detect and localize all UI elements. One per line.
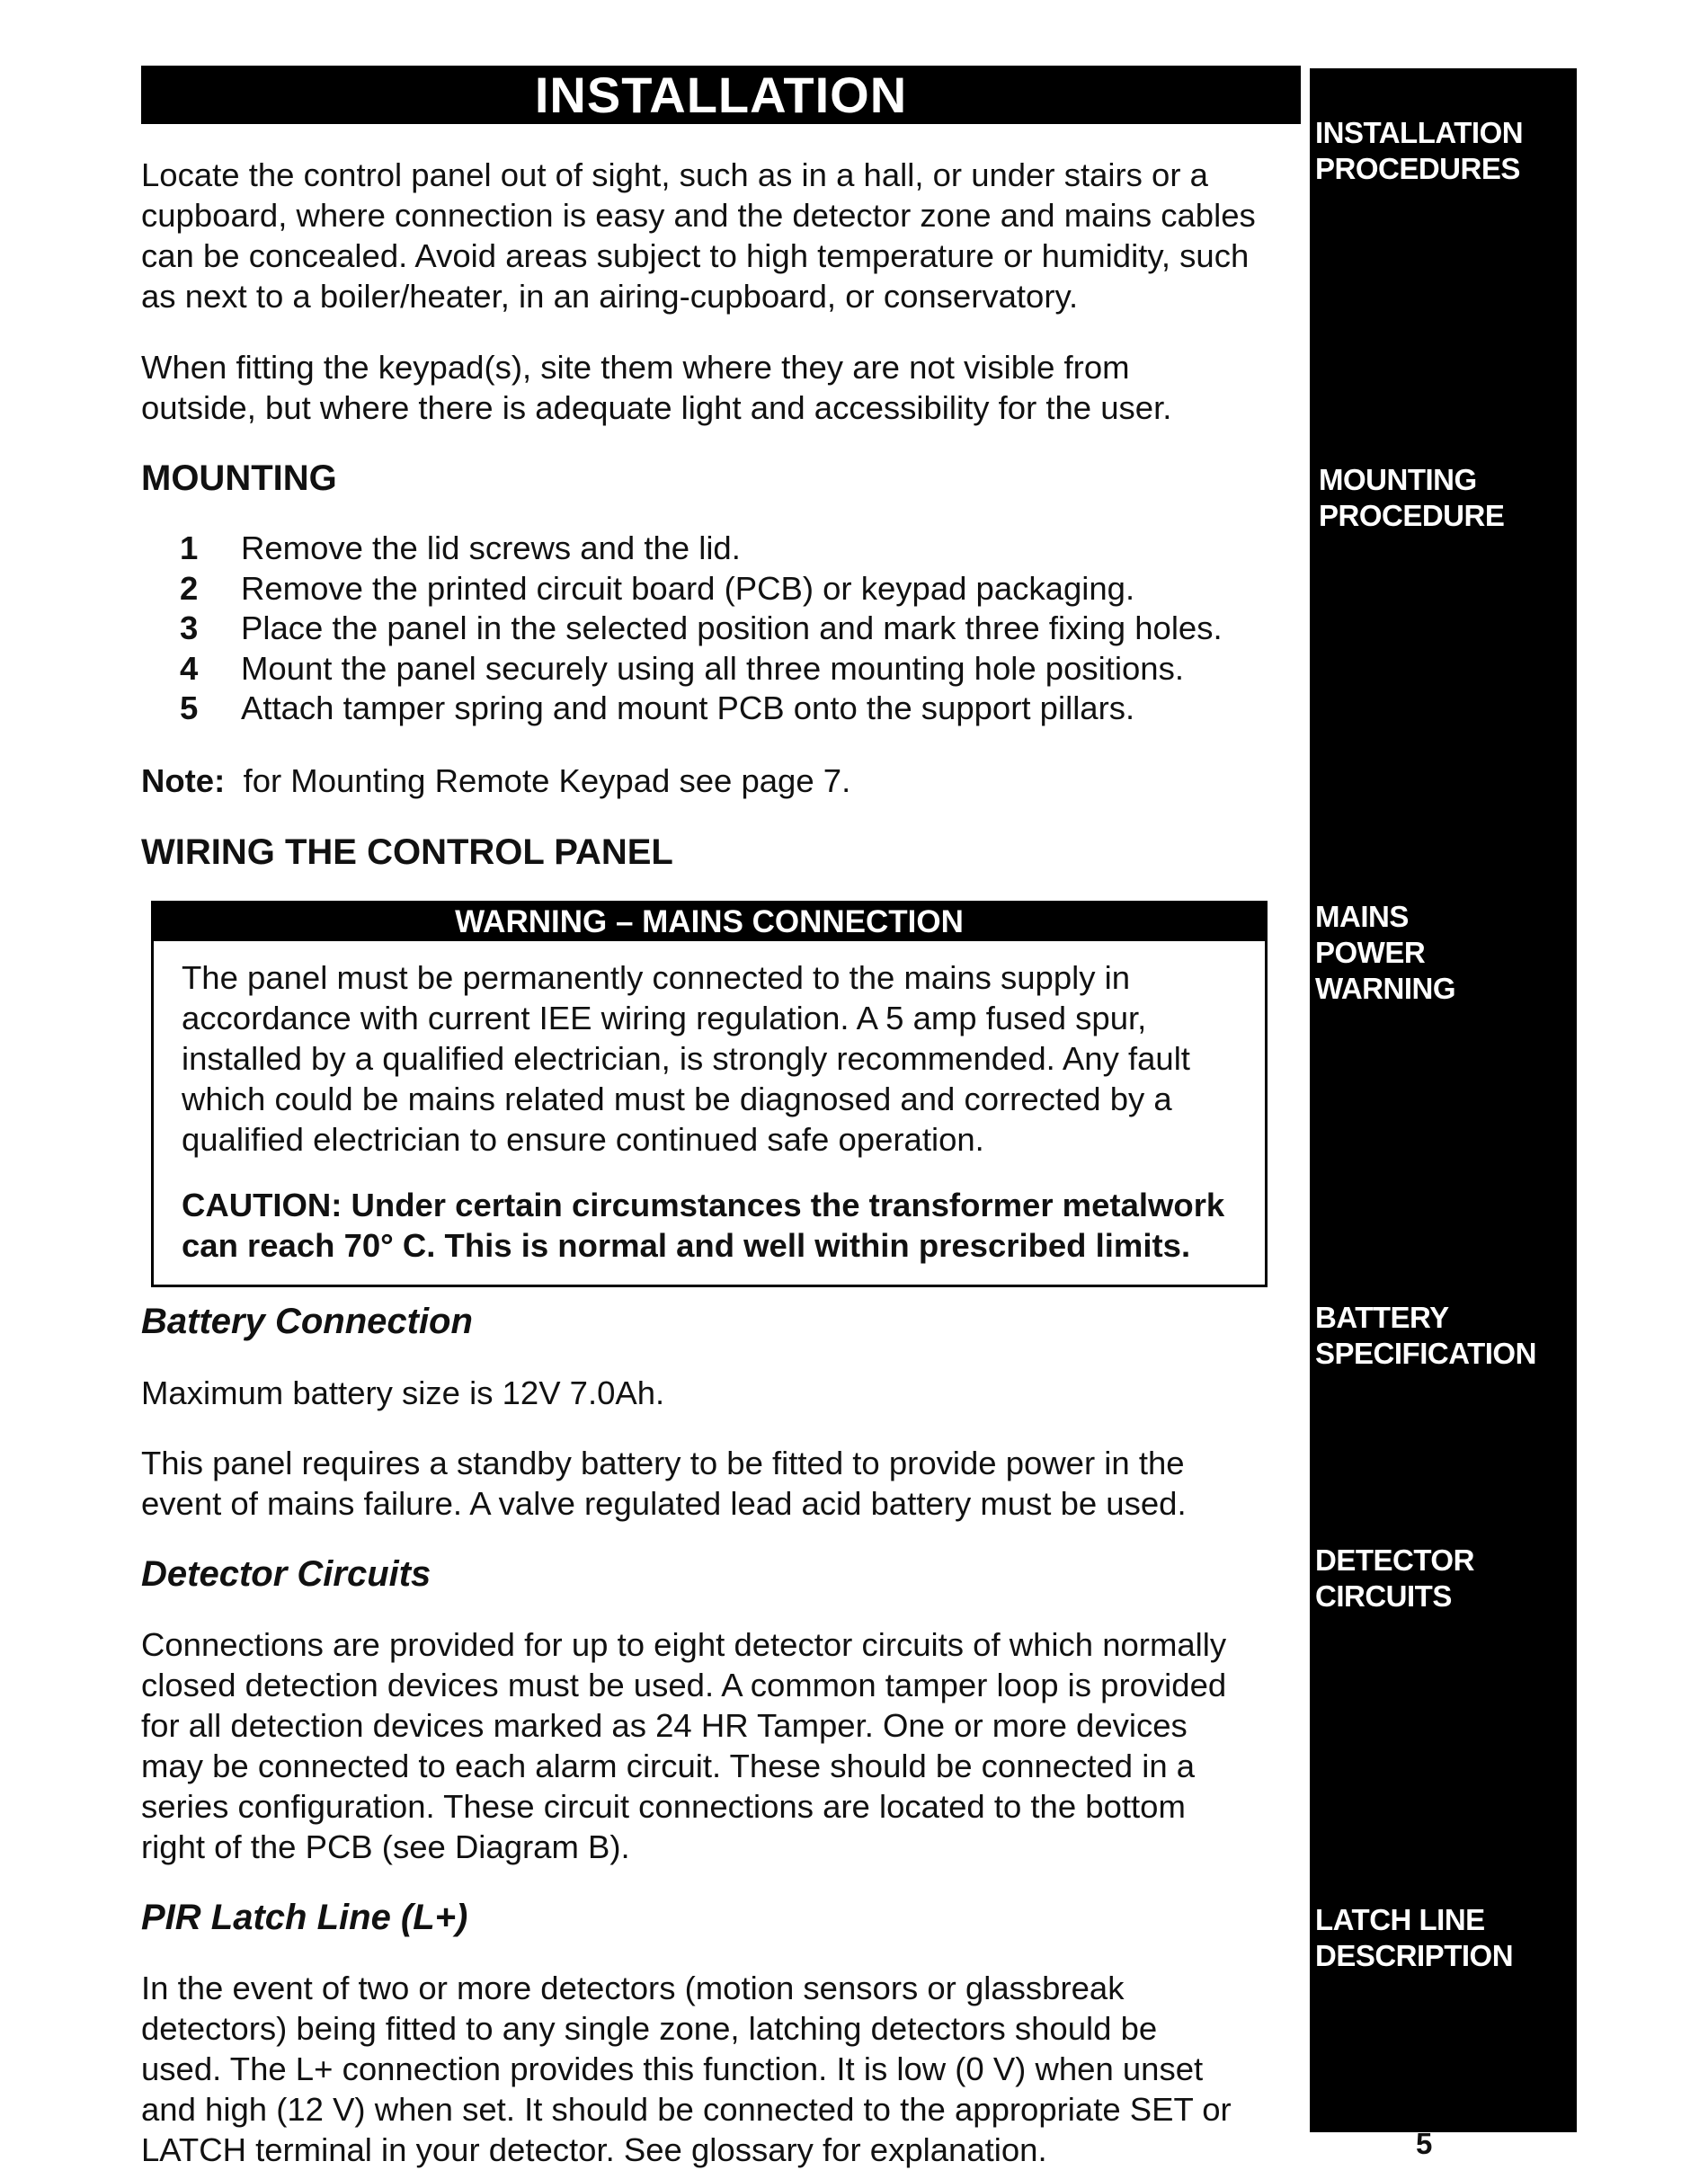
page-number: 5 [1416, 2127, 1433, 2160]
intro-paragraph-keypad: When fitting the keypad(s), site them where they are not visible from outside, but where there is adequate light and accessibility for the user. [141, 349, 1172, 426]
latch-heading: PIR Latch Line (L+) [141, 1898, 468, 1937]
sidebar-label-detector-circuits: DETECTOR CIRCUITS [1315, 1543, 1474, 1613]
sidebar-label-battery-specification: BATTERY SPECIFICATION [1315, 1301, 1536, 1370]
mounting-heading: MOUNTING [141, 458, 337, 498]
sidebar-label-mounting-procedure: MOUNTING PROCEDURE [1319, 463, 1505, 532]
battery-size-text: Maximum battery size is 12V 7.0Ah. [141, 1374, 665, 1411]
latch-text: In the event of two or more detectors (motion sensors or glassbreak detectors) being fitted to any single zone, latching detectors should be used. The L+ connection provides this function. It is low (0 V) when unset and high (12 V) when set. It should be connected to the appropriate SET or LATCH terminal in your detector. See glossary for explanation. [141, 1970, 1232, 2168]
mains-warning-box [151, 901, 1268, 1287]
wiring-heading: WIRING THE CONTROL PANEL [141, 832, 673, 872]
detector-heading: Detector Circuits [141, 1554, 431, 1594]
mounting-step: 5 Attach tamper spring and mount PCB onto the support pillars. [180, 689, 1135, 726]
sidebar-label-mains-power-warning: MAINS POWER WARNING [1315, 900, 1455, 1005]
mounting-steps-list [180, 529, 1223, 729]
warning-text: The panel must be permanently connected to the mains supply in accordance with current IEE wiring regulation. A 5 amp fused spur, installed by a qualified electrician, is strongly recommended. Any fault which could be mains related must be diagnosed and corrected by a qualified electrician to ensure continued safe operation. [182, 959, 1190, 1158]
battery-requirement-text: This panel requires a standby battery to be fitted to provide power in the event of mains failure. A valve regulated lead acid battery must be used. [141, 1445, 1187, 1522]
detector-text: Connections are provided for up to eight detector circuits of which normally closed detection devices must be used. A common tamper loop is provided for all detection devices marked as 24 HR Tamper. One or more devices may be connected to each alarm circuit. These should be connected in a series configuration. These circuit connections are located to the bottom right of the PCB (see Diagram B). [141, 1626, 1227, 1865]
note-label: Note: [141, 762, 226, 799]
page-title: INSTALLATION [141, 66, 1301, 124]
mounting-step: 2 Remove the printed circuit board (PCB) or keypad packaging. [180, 569, 1135, 607]
battery-heading: Battery Connection [141, 1302, 473, 1341]
warning-title: WARNING – MAINS CONNECTION [154, 903, 1265, 941]
sidebar-label-installation-procedures: INSTALLATION PROCEDURES [1315, 116, 1524, 185]
sidebar-label-latch-line-description: LATCH LINE DESCRIPTION [1315, 1903, 1514, 1972]
mounting-step: 4 Mount the panel securely using all three mounting hole positions. [180, 649, 1185, 687]
mounting-note [141, 760, 850, 801]
mounting-step: 3 Place the panel in the selected position and mark three fixing holes. [180, 609, 1223, 646]
mounting-step: 1 Remove the lid screws and the lid. [180, 529, 741, 566]
intro-paragraph-location: Locate the control panel out of sight, such as in a hall, or under stairs or a cupboard, where connection is easy and the detector zone and mains cables can be concealed. Avoid areas subject to high temperature or humidity, such as next to a boiler/heater, in an airing-cupboard, or conservatory. [141, 156, 1256, 315]
caution-text: CAUTION: Under certain circumstances the transformer metalwork can reach 70° C. This is normal and well within prescribed limits. [182, 1187, 1225, 1264]
section-sidebar [1310, 68, 1577, 2132]
note-text: for Mounting Remote Keypad see page 7. [243, 762, 851, 799]
